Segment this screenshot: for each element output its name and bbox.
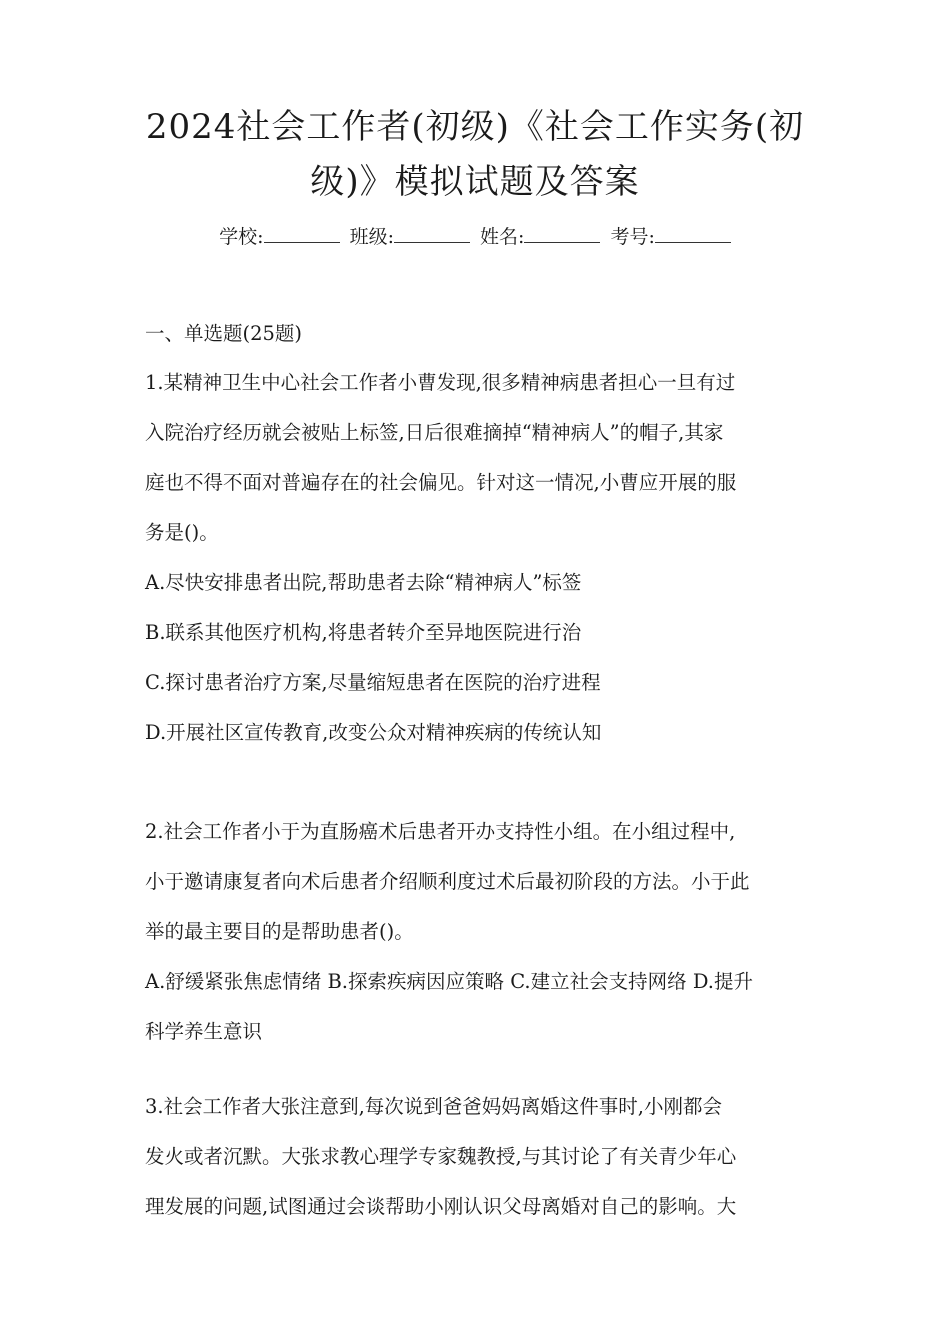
section-heading: 一、单选题(25题) [145,322,303,345]
question-2-options-line-1: A.舒缓紧张焦虑情绪 B.探索疾病因应策略 C.建立社会支持网络 D.提升 [145,970,753,993]
question-2-stem-line-3: 举的最主要目的是帮助患者()。 [145,920,414,943]
class-label: 班级: [349,226,394,248]
question-1-stem-line-3: 庭也不得不面对普遍存在的社会偏见。针对这一情况,小曹应开展的服 [145,471,737,494]
question-1-option-d: D.开展社区宣传教育,改变公众对精神疾病的传统认知 [145,721,602,744]
document-title [120,100,830,210]
title-line-2: 级)》模拟试题及答案 [310,162,640,202]
student-info-fields [0,222,950,252]
question-3-stem-line-2: 发火或者沉默。大张求教心理学专家魏教授,与其讨论了有关青少年心 [145,1145,737,1168]
question-1-option-b: B.联系其他医疗机构,将患者转介至异地医院进行治 [145,621,582,644]
question-2-stem-line-1: 2.社会工作者小于为直肠癌术后患者开办支持性小组。在小组过程中, [145,820,736,843]
name-label: 姓名: [480,226,525,248]
question-1-option-a: A.尽快安排患者出院,帮助患者去除“精神病人”标签 [145,571,582,594]
question-3-stem-line-1: 3.社会工作者大张注意到,每次说到爸爸妈妈离婚这件事时,小刚都会 [145,1095,723,1118]
exam-number-blank [655,224,731,243]
name-blank [524,224,600,243]
school-blank [264,224,340,243]
question-2-stem-line-2: 小于邀请康复者向术后患者介绍顺利度过术后最初阶段的方法。小于此 [145,870,750,893]
question-3-stem-line-3: 理发展的问题,试图通过会谈帮助小刚认识父母离婚对自己的影响。大 [145,1195,737,1218]
title-line-1: 2024社会工作者(初级)《社会工作实务(初 [145,107,805,147]
class-blank [394,224,470,243]
question-1-stem-line-4: 务是()。 [145,521,219,544]
question-1-option-c: C.探讨患者治疗方案,尽量缩短患者在医院的治疗进程 [145,671,601,694]
question-2-options-line-2: 科学养生意识 [145,1020,263,1043]
question-1-stem-line-1: 1.某精神卫生中心社会工作者小曹发现,很多精神病患者担心一旦有过 [145,371,736,394]
exam-number-label: 考号: [610,226,655,248]
question-1-stem-line-2: 入院治疗经历就会被贴上标签,日后很难摘掉“精神病人”的帽子,其家 [145,421,724,444]
school-label: 学校: [219,226,264,248]
